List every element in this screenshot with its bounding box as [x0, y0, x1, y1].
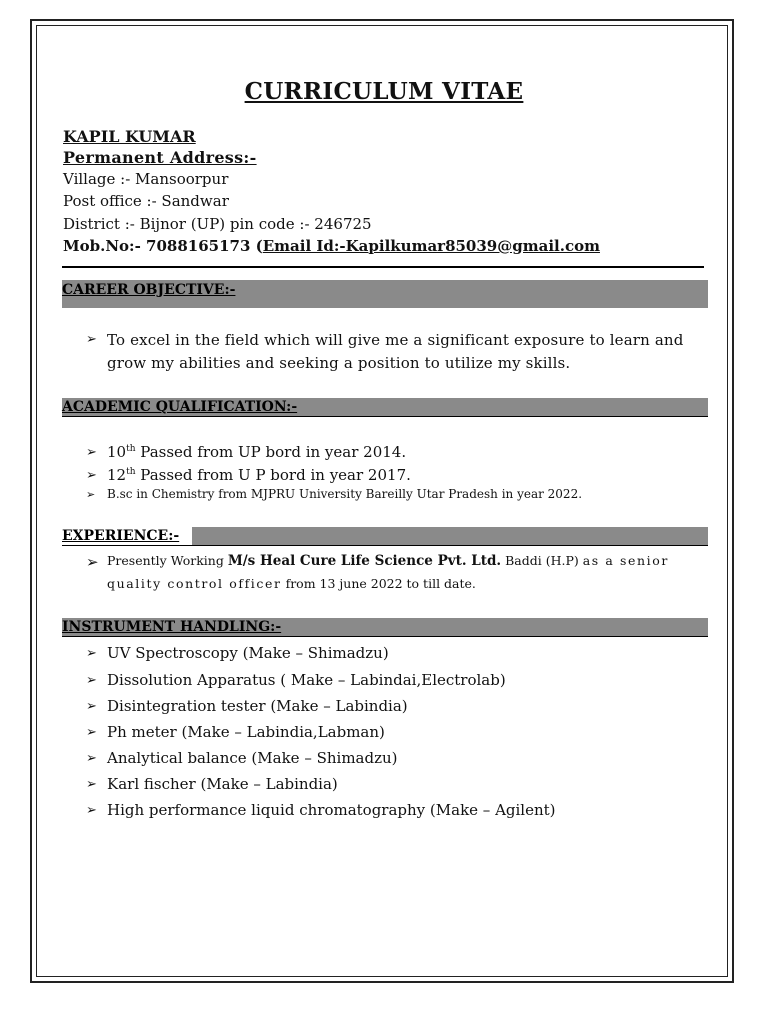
instrument-item: Dissolution Apparatus ( Make – Labindai,Electrolab) [107, 671, 506, 689]
experience-line-1: Presently Working M/s Heal Cure Life Science Pvt. Ltd. Baddi (H.P) as a senior [107, 553, 669, 569]
bullet-icon: ➢ [86, 725, 97, 740]
academic-item-12th: 12th Passed from U P bord in year 2017. [107, 466, 411, 484]
instrument-item: Karl fischer (Make – Labindia) [107, 775, 338, 793]
mobile-number: Mob.No:- 7088165173 ( [63, 237, 263, 255]
section-heading: INSTRUMENT HANDLING:- [62, 619, 282, 635]
bullet-icon: ➢ [86, 699, 97, 714]
section-heading: CAREER OBJECTIVE:- [62, 282, 236, 298]
bullet-icon: ➢ [86, 777, 97, 792]
address-village: Village :- Mansoorpur [63, 170, 229, 188]
instrument-item: High performance liquid chromatography (Make – Agilent) [107, 801, 556, 819]
candidate-name: KAPIL KUMAR [63, 127, 196, 146]
career-objective-line-2: grow my abilities and seeking a position to utilize my skills. [107, 354, 571, 372]
bullet-icon: ➢ [86, 751, 97, 766]
contact-line [63, 237, 600, 255]
bullet-icon: ➢ [86, 332, 97, 347]
career-objective-line-1: To excel in the field which will give me a significant exposure to learn and [107, 331, 684, 349]
header-divider [62, 266, 704, 268]
bullet-icon: ➢ [86, 445, 97, 460]
section-experience [62, 527, 708, 546]
academic-item-10th: 10th Passed from UP bord in year 2014. [107, 443, 407, 461]
bullet-icon: ➢ [86, 553, 99, 571]
instrument-item: UV Spectroscopy (Make – Shimadzu) [107, 644, 389, 662]
bullet-icon: ➢ [86, 673, 97, 688]
section-career-objective [62, 280, 708, 308]
section-academic [62, 398, 708, 417]
academic-item-bsc: B.sc in Chemistry from MJPRU University Bareilly Utar Pradesh in year 2022. [107, 487, 583, 501]
address-post-office: Post office :- Sandwar [63, 192, 229, 210]
instrument-item: Ph meter (Make – Labindia,Labman) [107, 723, 385, 741]
bullet-icon: ➢ [86, 468, 97, 483]
bullet-icon: ➢ [86, 803, 97, 818]
company-name: M/s Heal Cure Life Science Pvt. Ltd. [227, 553, 502, 569]
section-heading: ACADEMIC QUALIFICATION:- [62, 399, 298, 415]
bullet-icon: ➢ [86, 646, 97, 661]
instrument-item: Disintegration tester (Make – Labindia) [107, 697, 408, 715]
document-title: CURRICULUM VITAE [244, 78, 524, 105]
experience-line-2: quality control officer from 13 june 2022 to till date. [107, 576, 476, 591]
section-instruments [62, 618, 708, 637]
instrument-item: Analytical balance (Make – Shimadzu) [107, 749, 398, 767]
address-district: District :- Bijnor (UP) pin code :- 246725 [63, 215, 372, 233]
email-address: Email Id:-Kapilkumar85039@gmail.com [262, 237, 600, 255]
section-heading: EXPERIENCE:- [62, 528, 180, 544]
address-heading: Permanent Address:- [63, 148, 257, 167]
bullet-icon: ➢ [86, 488, 96, 501]
page-border-inner [36, 25, 728, 977]
